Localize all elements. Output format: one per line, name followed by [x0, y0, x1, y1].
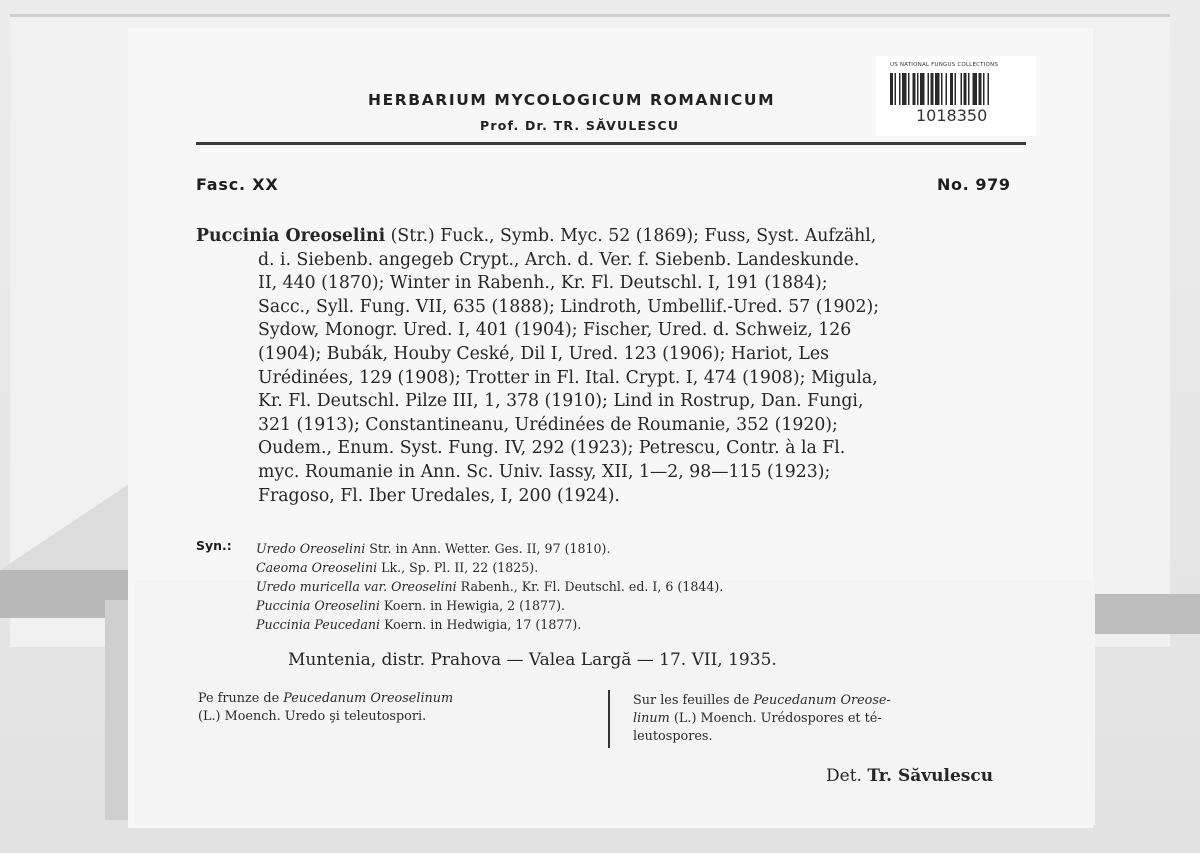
citation-line: Puccinia Oreoselini (Str.) Fuck., Symb. Myc. 52 (1869); Fuss, Syst. Aufzähl,	[196, 226, 877, 246]
header-rule	[196, 142, 1026, 145]
barcode-bar	[968, 73, 970, 105]
barcode-bar	[961, 73, 963, 105]
host-line: (L.) Moench. Uredo şi teleutospori.	[198, 709, 427, 724]
host-line: Sur les feuilles de Peucedanum Oreose-	[633, 693, 891, 708]
collection-locality: Muntenia, distr. Prahova — Valea Largă — 17. VII, 1935.	[288, 650, 777, 670]
barcode-bar	[920, 73, 925, 105]
barcode-bar	[973, 73, 978, 105]
barcode-bar	[890, 73, 893, 105]
barcode-icon	[890, 73, 1026, 105]
citation-line: Urédinées, 129 (1908); Trotter in Fl. Ital. Crypt. I, 474 (1908); Migula,	[258, 367, 878, 388]
citation-line: Oudem., Enum. Syst. Fung. IV, 292 (1923); Petrescu, Contr. à la Fl.	[258, 438, 846, 459]
barcode-number: 1018350	[916, 106, 988, 125]
host-divider	[608, 690, 610, 748]
synonym-item: Puccinia Peucedani Koern. in Hedwigia, 17 (1877).	[256, 617, 582, 632]
synonym-item: Uredo muricella var. Oreoselini Rabenh., Kr. Fl. Deutschl. ed. I, 6 (1844).	[256, 579, 724, 594]
citation-line: (1904); Bubák, Houby Ceské, Dil I, Ured. 123 (1906); Hariot, Les	[258, 343, 829, 364]
herbarium-title: HERBARIUM MYCOLOGICUM ROMANICUM	[368, 91, 776, 109]
synonyms-list	[256, 539, 723, 634]
synonym-item: Caeoma Oreoselini Lk., Sp. Pl. II, 22 (1825).	[256, 560, 539, 575]
specimen-number: No. 979	[937, 175, 1011, 194]
host-line: leutospores.	[633, 729, 713, 744]
envelope-band-right	[1095, 594, 1200, 634]
barcode-bar	[913, 73, 916, 105]
barcode-bar	[908, 73, 910, 105]
citation-line: Sydow, Monogr. Ured. I, 401 (1904); Fischer, Ured. d. Schweiz, 126	[258, 320, 852, 341]
citation-line: myc. Roumanie in Ann. Sc. Univ. Iassy, XII, 1—2, 98—115 (1923);	[258, 461, 831, 482]
barcode-bar	[988, 73, 990, 105]
citation-line: 321 (1913); Constantineanu, Urédinées de Roumanie, 352 (1920);	[258, 414, 838, 435]
barcode-bar	[899, 73, 901, 105]
taxon-name: Puccinia Oreoselini	[196, 226, 386, 246]
barcode-bar	[895, 73, 897, 105]
barcode-bar	[979, 73, 982, 105]
citation-line: Sacc., Syll. Fung. VII, 635 (1888); Lindroth, Umbellif.-Ured. 57 (1902);	[258, 296, 880, 317]
barcode-bar	[928, 73, 930, 105]
barcode-bar	[950, 73, 953, 105]
barcode-bar	[964, 73, 967, 105]
host-description-romanian	[198, 690, 598, 726]
citation-line: d. i. Siebenb. angegeb Crypt., Arch. d. Ver. f. Siebenb. Landeskunde.	[258, 249, 860, 270]
barcode-bar	[946, 73, 948, 105]
fascicle-number: Fasc. XX	[196, 175, 279, 194]
host-description-french	[633, 692, 1053, 746]
herbarium-subtitle: Prof. Dr. TR. SĂVULESCU	[480, 118, 680, 133]
barcode-bar	[941, 73, 943, 105]
synonyms-label: Syn.:	[196, 538, 232, 553]
barcode-caption: US NATIONAL FUNGUS COLLECTIONS	[890, 62, 999, 68]
synonym-item: Uredo Oreoselini Str. in Ann. Wetter. Ges. II, 97 (1810).	[256, 541, 611, 556]
barcode-bar	[983, 73, 985, 105]
barcode-bar	[935, 73, 940, 105]
barcode-bar	[955, 73, 957, 105]
host-line: linum (L.) Moench. Urédospores et té-	[633, 711, 882, 726]
determiner: Det. Tr. Săvulescu	[826, 766, 994, 786]
taxon-citation	[196, 225, 1036, 508]
citation-line: II, 440 (1870); Winter in Rabenh., Kr. Fl. Deutschl. I, 191 (1884);	[258, 273, 828, 294]
host-line: Pe frunze de Peucedanum Oreoselinum	[198, 691, 454, 706]
barcode-bar	[931, 73, 934, 105]
citation-line: Fragoso, Fl. Iber Uredales, I, 200 (1924).	[258, 485, 620, 506]
barcode-bar	[902, 73, 907, 105]
citation-line: Kr. Fl. Deutschl. Pilze III, 1, 378 (1910); Lind in Rostrup, Dan. Fungi,	[258, 391, 864, 412]
synonym-item: Puccinia Oreoselini Koern. in Hewigia, 2 (1877).	[256, 598, 565, 613]
barcode-bar	[917, 73, 919, 105]
